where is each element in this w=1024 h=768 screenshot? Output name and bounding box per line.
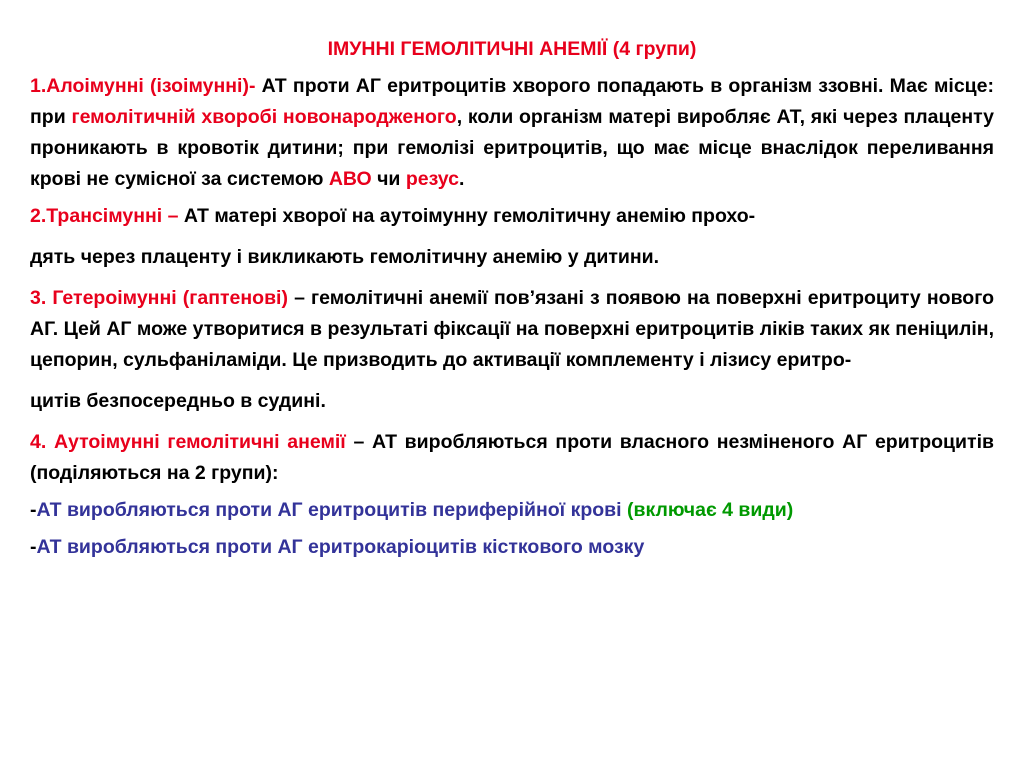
item-alloimmune-text-c: чи	[371, 168, 406, 190]
item-autoimmune	[30, 427, 994, 489]
hdn-highlight: гемолітичній хворобі новонародженого	[71, 106, 457, 128]
item-heteroimmune-line2: цитів безпосередньо в судині.	[30, 390, 326, 412]
item-autoimmune-label: 4. Аутоімунні гемолітичні анемії	[30, 431, 346, 453]
slide-title: ІМУННІ ГЕМОЛІТИЧНІ АНЕМІЇ (4 групи)	[327, 38, 697, 60]
subitem-peripheral-dash: -	[30, 499, 37, 521]
subitem-bone-marrow-text: АТ виробляються проти АГ еритрокаріоцитів кісткового мозку	[36, 536, 645, 558]
item-transimmune-label: 2.Трансімунні –	[30, 205, 179, 227]
item-heteroimmune	[30, 283, 994, 376]
item-alloimmune	[30, 71, 994, 195]
item-autoimmune-text: – АТ виробляються проти власного незміненого АГ еритроцитів (поділяються на 2 групи):	[30, 431, 994, 484]
item-alloimmune-text-a: АТ проти АГ еритроцитів хворого попадають в організм ззовні. Має місце: при	[30, 75, 994, 128]
subitem-peripheral-text: АТ виробляються проти АГ еритроцитів периферійної крові	[36, 499, 622, 521]
item-transimmune-line1	[30, 201, 994, 232]
subitem-peripheral	[30, 495, 994, 526]
item-transimmune-line2: дять через плаценту і викликають гемолітичну анемію у дитини.	[30, 246, 660, 268]
item-transimmune-text-1: АТ матері хворої на аутоімунну гемолітичну анемію прохо-	[178, 205, 756, 227]
subitem-bone-marrow-dash: -	[30, 536, 37, 558]
item-heteroimmune-label: 3. Гетероімунні (гаптенові)	[30, 287, 288, 309]
item-heteroimmune-text: – гемолітичні анемії пов’язані з появою на поверхні еритроциту нового АГ. Цей АГ може утворитися в результаті фіксації на поверхні еритроцитів ліків таких як пеніцилін, цепорин, сульфаніламіди. Це призводить до активації комплементу і лізису еритро-	[30, 287, 994, 371]
item-alloimmune-label: 1.Алоімунні (ізоімунні)-	[30, 75, 256, 97]
item-alloimmune-text-d: .	[459, 168, 465, 190]
rh-highlight: резус	[405, 168, 460, 190]
slide-content	[30, 36, 994, 569]
subitem-peripheral-note: (включає 4 види)	[621, 499, 794, 521]
abo-highlight: АВО	[328, 168, 372, 190]
item-alloimmune-text-b: , коли організм матері виробляє АТ, які через плаценту проникають в кровотік дитини; при гемолізі еритроцитів, що має місце внаслідок переливання крові не сумісної за системою	[30, 106, 994, 190]
subitem-bone-marrow	[30, 532, 994, 563]
